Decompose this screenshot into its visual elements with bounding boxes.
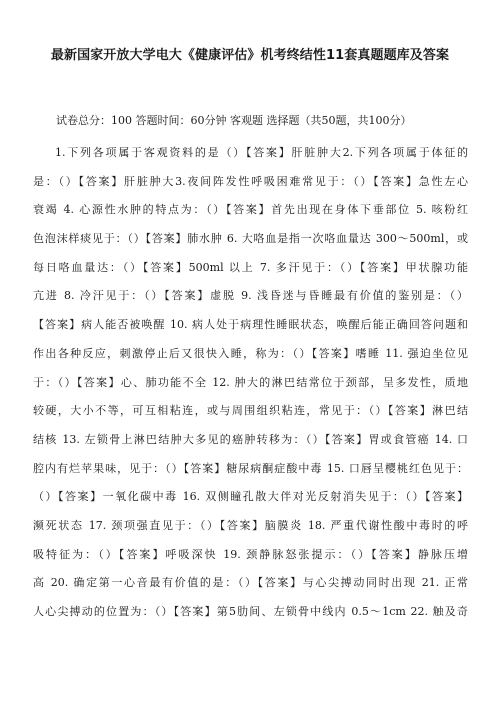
text-line: 较硬，大小不等，可互相粘连，或与周围组织粘连，常见于：（）【答案】淋巴结 bbox=[33, 404, 468, 418]
text-line: 结核 13. 左锁骨上淋巴结肿大多见的癌肿转移为：（）【答案】胃或食管癌 14. 口 bbox=[33, 432, 468, 446]
text-line: 濒死状态 17. 颈项强直见于：（）【答案】脑膜炎 18. 严重代谢性酸中毒时的呼 bbox=[33, 518, 468, 532]
text-line: 于：（）【答案】心、肺功能不全 12. 肿大的淋巴结常位于颈部，呈多发性，质地 bbox=[33, 375, 468, 389]
question-body bbox=[33, 139, 468, 627]
document-title: 最新国家开放大学电大《健康评估》机考终结性11套真题题库及答案 bbox=[50, 48, 450, 63]
text-line: 色泡沫样痰见于：（）【答案】肺水肿 6. 大咯血是指一次咯血量达 300～500ml，或 bbox=[33, 232, 468, 246]
text-line: 腔内有烂苹果味，见于：（）【答案】糖尿病酮症酸中毒 15. 口唇呈樱桃红色见于： bbox=[33, 461, 468, 475]
text-line: 【答案】病人能否被唤醒 10. 病人处于病理性睡眠状态，唤醒后能正确回答问题和 bbox=[33, 318, 468, 332]
text-line: 是：（）【答案】肝脏肿大3.夜间阵发性呼吸困难常见于：（）【答案】急性左心 bbox=[33, 174, 468, 188]
text-line: 吸特征为：（）【答案】呼吸深快 19. 颈静脉怒张提示：（）【答案】静脉压增 bbox=[33, 547, 468, 561]
text-line: 1.下列各项属于客观资料的是（）【答案】肝脏肿大2.下列各项属于体征的 bbox=[55, 146, 468, 159]
exam-summary: 试卷总分：100 答题时间：60分钟 客观题 选择题（共50题，共100分） bbox=[56, 114, 412, 127]
text-line: 每日咯血量达：（）【答案】500ml 以上 7. 多汗见于：（）【答案】甲状腺功能 bbox=[33, 260, 468, 274]
text-line: 高 20. 确定第一心音最有价值的是：（）【答案】与心尖搏动同时出现 21. 正常 bbox=[33, 576, 468, 590]
text-line: （）【答案】一氧化碳中毒 16. 双侧瞳孔散大伴对光反射消失见于：（）【答案】 bbox=[33, 490, 468, 504]
text-line: 人心尖搏动的位置为：（）【答案】第5肋间、左锁骨中线内 0.5～1cm 22. 触及奇 bbox=[33, 605, 468, 618]
text-line: 作出各种反应，刺激停止后又很快入睡，称为：（）【答案】嗜睡 11. 强迫坐位见 bbox=[33, 346, 468, 360]
text-line: 亢进 8. 冷汗见于：（）【答案】虚脱 9. 浅昏迷与昏睡最有价值的鉴别是：（） bbox=[33, 289, 468, 303]
text-line: 衰竭 4. 心源性水肿的特点为：（）【答案】首先出现在身体下垂部位 5. 咳粉红 bbox=[33, 203, 468, 217]
